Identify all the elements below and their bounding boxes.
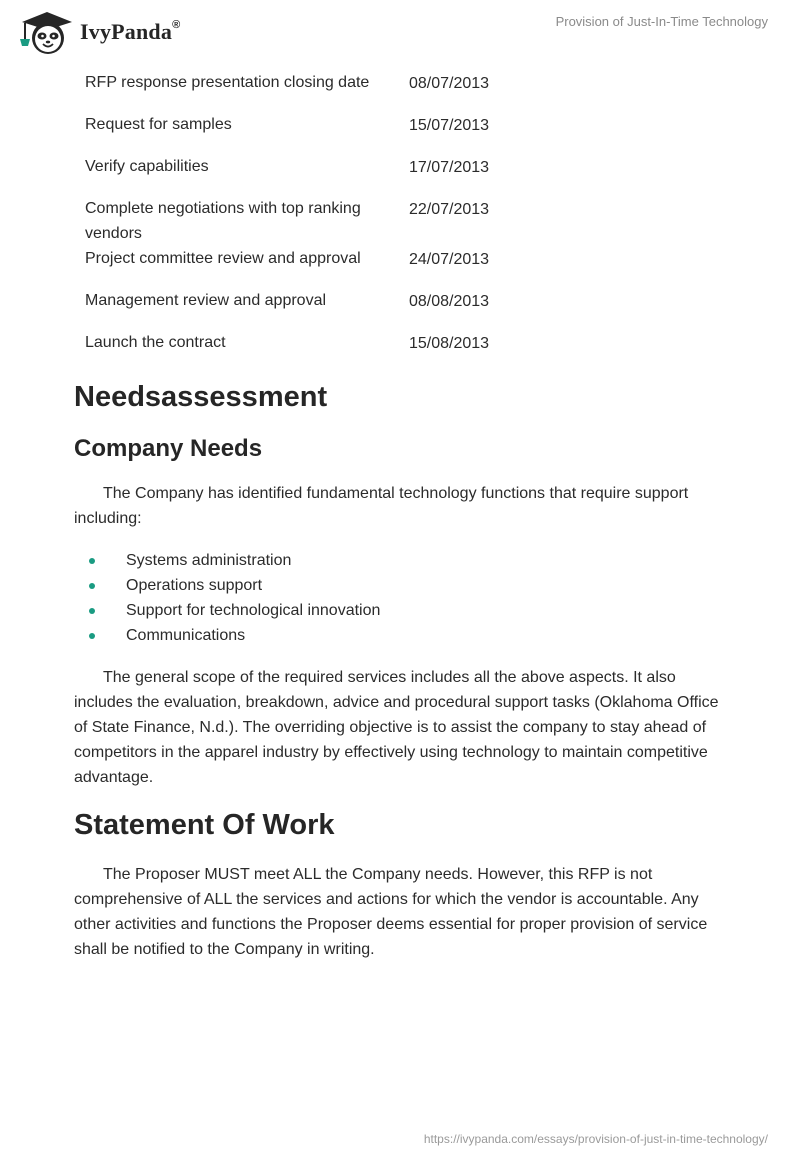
timeline-event: Complete negotiations with top ranking vendors: [85, 200, 361, 242]
table-row: [74, 246, 489, 288]
timeline-date: 24/07/2013: [409, 251, 490, 268]
timeline-date: 15/08/2013: [409, 335, 490, 352]
section-heading-statement-of-work: Statement Of Work: [74, 809, 335, 841]
bullet-icon: [89, 608, 95, 614]
timeline-event: Request for samples: [85, 116, 232, 133]
timeline-event: Verify capabilities: [85, 158, 209, 175]
ivypanda-logo-icon[interactable]: [14, 8, 76, 58]
needs-intro-paragraph: The Company has identified fundamental technology functions that require support including:: [74, 485, 689, 527]
brand-name[interactable]: IvyPanda®: [80, 18, 181, 44]
timeline-date: 15/07/2013: [409, 117, 490, 134]
timeline-date: 22/07/2013: [409, 201, 490, 218]
document-title: Provision of Just-In-Time Technology: [555, 14, 768, 29]
timeline-event: RFP response presentation closing date: [85, 74, 370, 91]
list-item: Systems administration: [74, 548, 734, 573]
essay-content: [74, 70, 734, 962]
table-row: [74, 196, 489, 246]
list-item: Communications: [74, 623, 734, 648]
list-item: Support for technological innovation: [74, 598, 734, 623]
statement-paragraph: The Proposer MUST meet ALL the Company needs. However, this RFP is not comprehensive of ALL the services and actions for which the vendor is accountable. Any other activities and functions the Proposer deems essential for proper provision of service shall be notified to the Company in writing.: [74, 866, 708, 958]
bullet-icon: [89, 633, 95, 639]
timeline-date: 08/07/2013: [409, 75, 490, 92]
timeline-event: Management review and approval: [85, 292, 327, 309]
timeline-event: Project committee review and approval: [85, 250, 361, 267]
needs-scope-paragraph: The general scope of the required services includes all the above aspects. It also includes the evaluation, breakdown, advice and procedural support tasks (Oklahoma Office of State Finance, N.d.). The overriding objective is to assist the company to stay ahead of competitors in the apparel industry by effectively using technology to maintain competitive advantage.: [74, 669, 719, 786]
timeline-date: 08/08/2013: [409, 293, 490, 310]
table-row: [74, 112, 489, 154]
source-url[interactable]: https://ivypanda.com/essays/provision-of-just-in-time-technology/: [423, 1132, 768, 1146]
list-item: Operations support: [74, 573, 734, 598]
bullet-icon: [89, 558, 95, 564]
table-row: [74, 330, 489, 372]
needs-bullet-list: [74, 548, 734, 648]
table-row: [74, 70, 489, 112]
page-header: [0, 0, 800, 66]
timeline-event: Launch the contract: [85, 334, 226, 351]
table-row: [74, 288, 489, 330]
table-row: [74, 154, 489, 196]
bullet-icon: [89, 583, 95, 589]
timeline-date: 17/07/2013: [409, 159, 490, 176]
subheading-company-needs: Company Needs: [74, 435, 263, 462]
section-heading-needs: Needsassessment: [74, 381, 328, 413]
timeline-table: [74, 70, 489, 372]
